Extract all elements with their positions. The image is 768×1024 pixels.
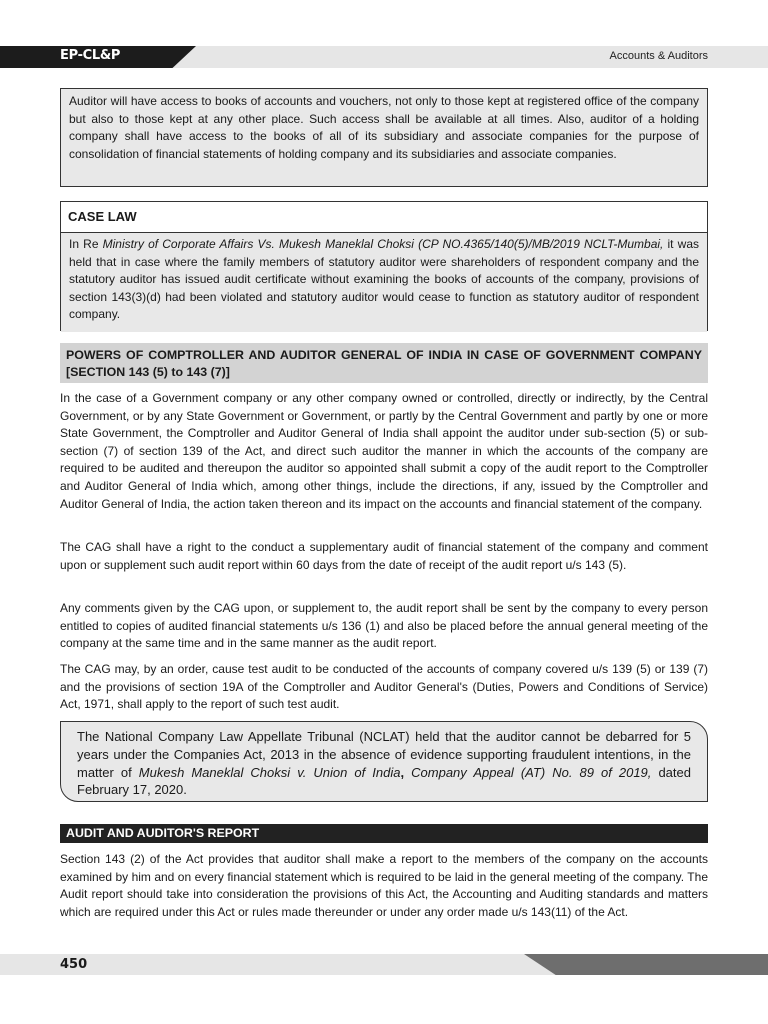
quote-date: dated February 17, 2020. — [77, 764, 691, 798]
case-law-case-name: Ministry of Corporate Affairs Vs. Mukesh Maneklal Choksi (CP NO.4365/140(5)/MB/2019 NCLT-Mumbai, — [102, 237, 664, 251]
section-heading-audit-report: AUDIT AND AUDITOR'S REPORT — [60, 824, 708, 843]
paragraph-test-audit: The CAG may, by an order, cause test audit to be conducted of the accounts of company covered u/s 139 (5) or 139 (7) and the provisions of section 19A of the Comptroller and Auditor General's (Duties, Powers and Conditions of Service) Act, 1971, shall apply to the report of such test audit. — [60, 662, 708, 712]
paragraph-cag-appointment: In the case of a Government company or any other company owned or controlled, directly or indirectly, by the Central Government, or by any State Government or Government, or partly by the Central Government and partly by one or more State Government, the Comptroller and Auditor General of India shall appoint the auditor under sub-section (5) or sub-section (7) of section 139 of the Act, and direct such auditor the manner in which the accounts of the company are required to be audited and thereupon the auditor so appointed shall submit a copy of the audit report to the Comptroller and Auditor General of India which, among other things, include the directions, if any, issued by the Comptroller and Auditor General of India, the action taken thereon and its impact on the accounts and financial statement of the company. — [60, 391, 708, 511]
page-number: 450 — [60, 957, 88, 972]
quote-appeal: Company Appeal (AT) No. 89 of 2019, — [404, 764, 652, 780]
header-book-code: EP-CL&P — [60, 48, 121, 63]
case-law-body — [61, 233, 707, 332]
quote-text: The National Company Law Appellate Tribunal (NCLAT) held that the auditor cannot be debarred for 5 years under the Companies Act, 2013 in the absence of evidence supporting fraudulent intentions, in the matter of — [77, 729, 691, 780]
case-law-title: CASE LAW — [61, 202, 707, 233]
quote-case-name: Mukesh Maneklal Choksi v. Union of India — [138, 764, 401, 780]
quote-comma: , — [400, 764, 405, 780]
case-law-prefix: In Re — [69, 237, 103, 251]
nclat-quote-box — [60, 721, 708, 802]
header-chapter-title: Accounts & Auditors — [609, 50, 708, 62]
footer-tab — [524, 954, 768, 975]
paragraph-supplementary-audit: The CAG shall have a right to the conduct a supplementary audit of financial statement of the company and comment upon or supplement such audit report within 60 days from the date of receipt of the audit report u/s 143 (5). — [60, 540, 708, 572]
section-heading-cag-powers: POWERS OF COMPTROLLER AND AUDITOR GENERAL OF INDIA IN CASE OF GOVERNMENT COMPANY [SECTION 143 (5) to 143 (7)] — [60, 343, 708, 383]
access-note-box: Auditor will have access to books of accounts and vouchers, not only to those kept at registered office of the company but also to those kept at any other place. Such access shall be available at all times. Also, auditor of a holding company shall have access to the books of all of its subsidiary and associate companies for the purpose of consolidation of financial statements of holding company and its subsidiaries and associate companies. — [60, 88, 708, 187]
paragraph-cag-comments: Any comments given by the CAG upon, or supplement to, the audit report shall be sent by the company to every person entitled to copies of audited financial statements u/s 136 (1) and also be placed before the annual general meeting of the company at the same time and in the same manner as the audit report. — [60, 601, 708, 651]
case-law-text: it was held that in case where the family members of statutory auditor were shareholders of respondent company and the statutory auditor has issued audit certificate without examining the books of accounts of the company, provisions of section 143(3)(d) had been violated and statutory auditor would cease to function as statutory auditor of respondent company. — [69, 237, 699, 322]
case-law-box — [60, 201, 708, 331]
paragraph-audit-report: Section 143 (2) of the Act provides that auditor shall make a report to the members of the company on the accounts examined by him and on every financial statement which is required to be laid in the general meeting of the company. The Audit report should take into consideration the provisions of this Act, the Accounting and Auditing standards and matters which are required under this Act or rules made thereunder or under any order made u/s 143(11) of the Act. — [60, 852, 708, 919]
